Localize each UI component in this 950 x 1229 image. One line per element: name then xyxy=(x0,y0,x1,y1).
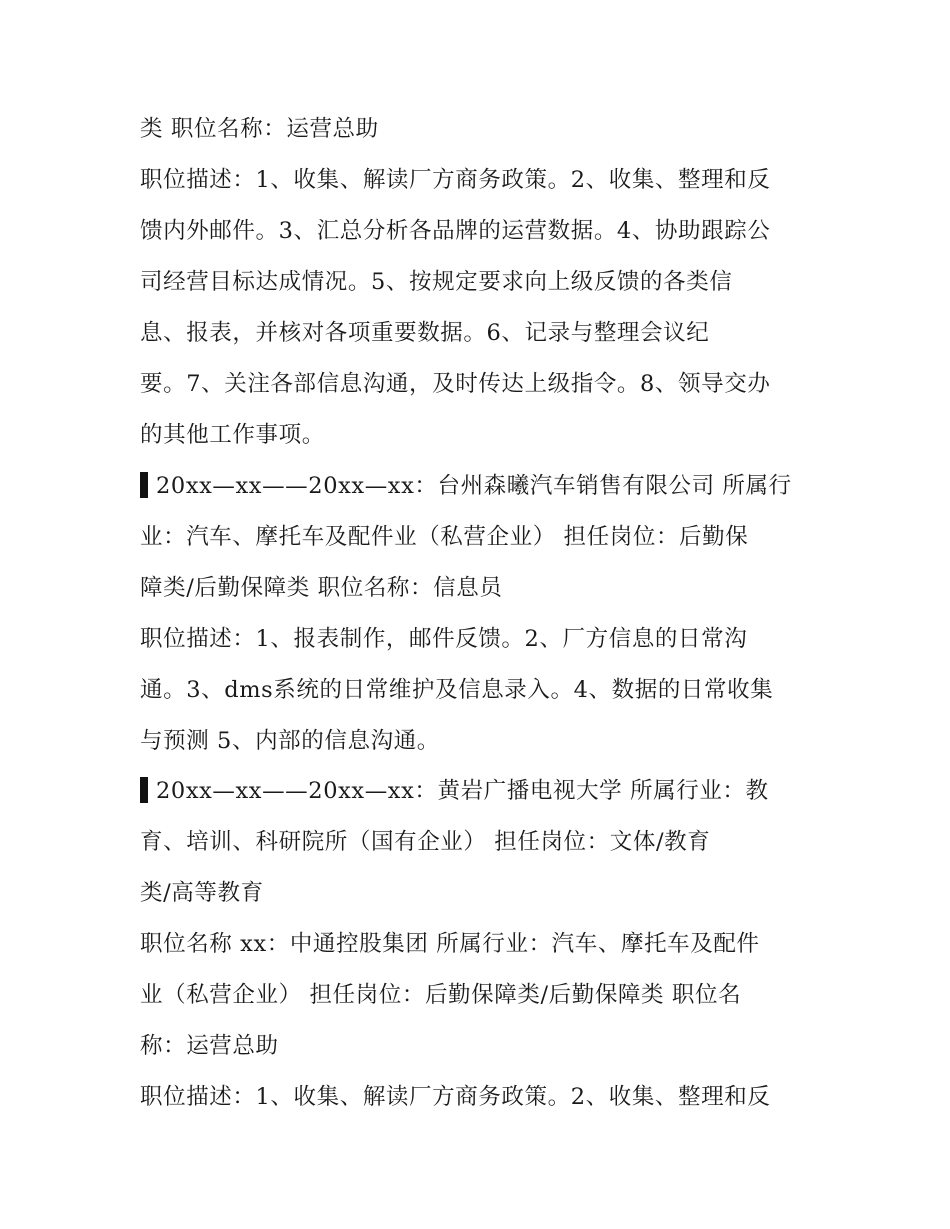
text-line: 类 职位名称：运营总助 xyxy=(140,116,379,142)
text-line: 要。7、关注各部信息沟通，及时传达上级指令。8、领导交办 xyxy=(140,371,771,397)
text-line: 与预测 5、内部的信息沟通。 xyxy=(140,728,440,754)
text-line: 职位描述：1、收集、解读厂方商务政策。2、收集、整理和反 xyxy=(140,1084,771,1110)
text-line: 职位描述：1、报表制作，邮件反馈。2、厂方信息的日常沟 xyxy=(140,626,748,652)
text-line: 业：汽车、摩托车及配件业（私营企业） 担任岗位：后勤保 xyxy=(140,524,749,550)
block-marker-icon xyxy=(140,472,148,498)
entry-heading-text: 20xx—xx——20xx—xx：黄岩广播电视大学 所属行业：教 xyxy=(156,778,769,804)
text-line: 息、报表，并核对各项重要数据。6、记录与整理会议纪 xyxy=(140,320,710,346)
entry-heading-text: 20xx—xx——20xx—xx：台州森曦汽车销售有限公司 所属行 xyxy=(156,473,792,499)
text-line: 职位描述：1、收集、解读厂方商务政策。2、收集、整理和反 xyxy=(140,167,771,193)
text-line: 司经营目标达成情况。5、按规定要求向上级反馈的各类信 xyxy=(140,269,733,295)
entry-heading-line xyxy=(140,471,792,501)
text-line: 障类/后勤保障类 职位名称：信息员 xyxy=(140,575,503,601)
text-line: 称：运营总助 xyxy=(140,1033,279,1059)
text-line: 职位名称 xx：中通控股集团 所属行业：汽车、摩托车及配件 xyxy=(140,931,760,957)
text-line: 类/高等教育 xyxy=(140,880,264,906)
text-line: 育、培训、科研院所（国有企业） 担任岗位：文体/教育 xyxy=(140,829,711,855)
entry-heading-line xyxy=(140,776,769,806)
block-marker-icon xyxy=(140,777,148,803)
text-line: 通。3、dms系统的日常维护及信息录入。4、数据的日常收集 xyxy=(140,677,774,703)
text-line: 的其他工作事项。 xyxy=(140,422,325,448)
text-line: 馈内外邮件。3、汇总分析各品牌的运营数据。4、协助跟踪公 xyxy=(140,218,771,244)
text-line: 业（私营企业） 担任岗位：后勤保障类/后勤保障类 职位名 xyxy=(140,982,742,1008)
